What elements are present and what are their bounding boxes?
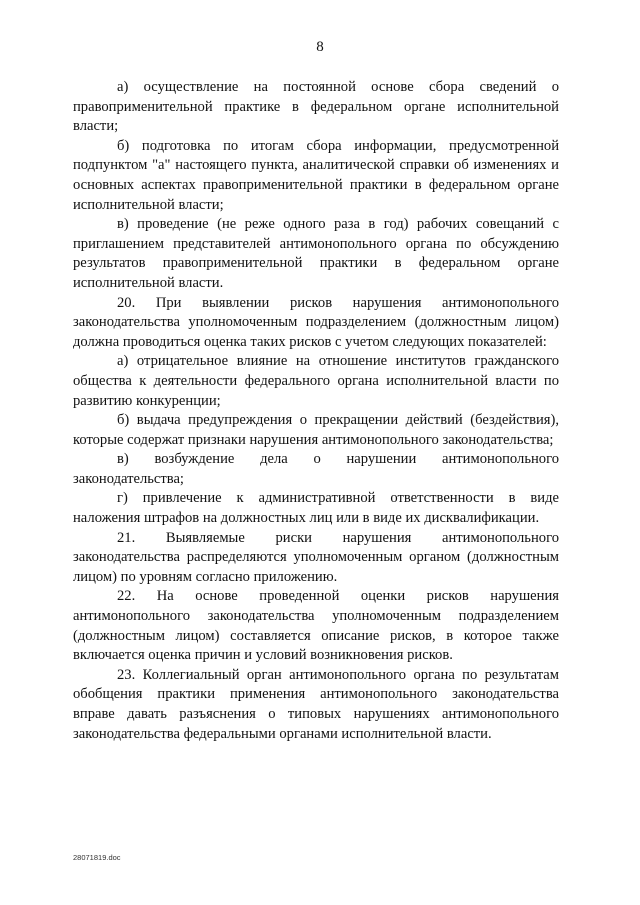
footer-document-reference: 28071819.doc xyxy=(73,853,121,862)
paragraph-23-collegial-body: 23. Коллегиальный орган антимонопольного органа по результатам обобщения практики применения антимонопольного законодательства вправе давать разъяснения о типовых нарушениях антимонопольного законодательства федеральными органами исполнительной власти. xyxy=(73,666,559,742)
document-body xyxy=(73,78,559,744)
paragraph-b-analytical-report: б) подготовка по итогам сбора информации, предусмотренной подпунктом "а" настоящего пункта, аналитической справки об изменениях и основных аспектах правоприменительной практики в федеральном органе исполнительной власти; xyxy=(73,137,559,213)
paragraph-21-risk-levels: 21. Выявляемые риски нарушения антимонопольного законодательства распределяются уполномоченным органом (должностным лицом) по уровням согласно приложению. xyxy=(73,529,559,585)
paragraph-a-collection: а) осуществление на постоянной основе сбора сведений о правоприменительной практике в федеральном органе исполнительной власти; xyxy=(73,79,559,135)
paragraph-20v-case-initiation: в) возбуждение дела о нарушении антимонопольного законодательства; xyxy=(73,451,559,487)
paragraph-20g-administrative-liability: г) привлечение к административной ответственности в виде наложения штрафов на должностных лиц или в виде их дисквалификации. xyxy=(73,490,559,527)
paragraph-22-risk-description: 22. На основе проведенной оценки рисков нарушения антимонопольного законодательства уполномоченным подразделением (должностным лицом) составляется описание рисков, в которое также включается оценка причин и условий возникновения рисков. xyxy=(73,588,559,664)
paragraph-20-risk-assessment: 20. При выявлении рисков нарушения антимонопольного законодательства уполномоченным подразделением (должностным лицом) должна проводиться оценка таких рисков с учетом следующих показателей: xyxy=(73,294,559,350)
paragraph-v-working-meetings: в) проведение (не реже одного раза в год) рабочих совещаний с приглашением представителей антимонопольного органа по обсуждению результатов правоприменительной практики в федеральном органе исполнительной власти. xyxy=(73,216,559,291)
paragraph-20b-warning: б) выдача предупреждения о прекращении действий (бездействия), которые содержат признаки нарушения антимонопольного законодательства; xyxy=(73,412,559,448)
page-number: 8 xyxy=(316,39,324,55)
paragraph-20a-negative-influence: а) отрицательное влияние на отношение институтов гражданского общества к деятельности федерального органа исполнительной власти по развитию конкуренции; xyxy=(73,353,559,409)
